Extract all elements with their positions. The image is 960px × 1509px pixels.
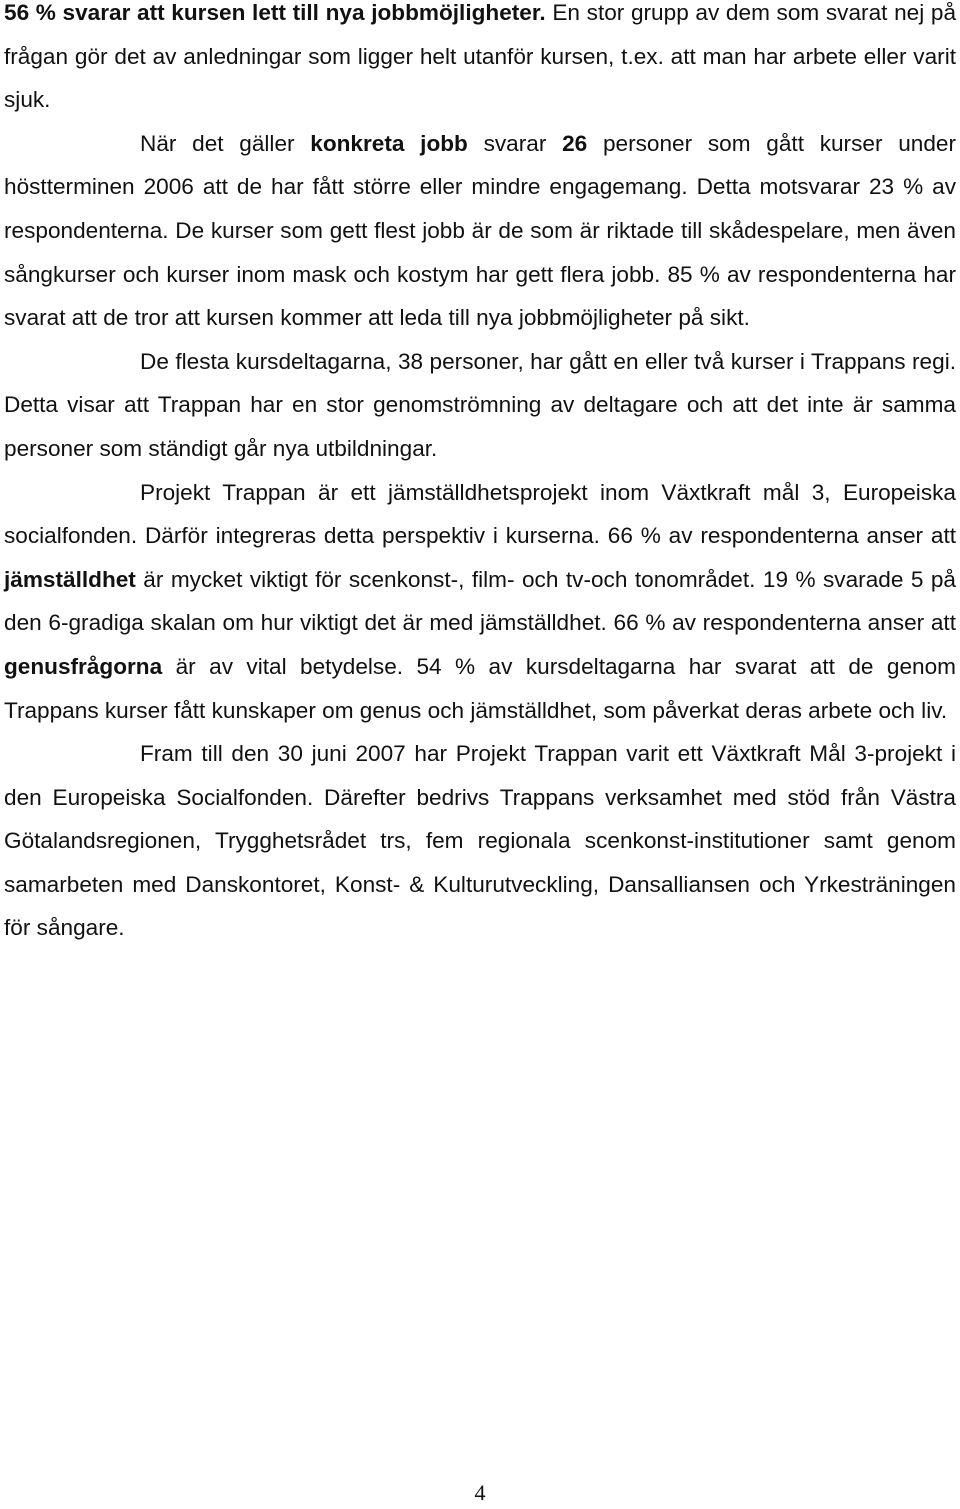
paragraph-text: personer som gått kurser under höstterminen 2006 att de har fått större eller mindre engagemang. Detta motsvarar 23 % av respondenterna. De kurser som gett flest jobb är de som är riktade till skådespelare, men även sångkurser och kurser inom mask och kostym har gett flera jobb. 85 % av respondenterna har svarat att de tror att kursen kommer att leda till nya jobbmöjligheter på sikt. — [4, 130, 956, 331]
paragraph-project-funding: Fram till den 30 juni 2007 har Projekt Trappan varit ett Växtkraft Mål 3-projekt i den Europeiska Socialfonden. Därefter bedrivs Trappans verksamhet med stöd från Västra Götalandsregionen, Trygghetsrådet trs, fem regionala scenkonst-institutioner samt genom samarbeten med Danskontoret, Konst- & Kulturutveckling, Dansalliansen och Yrkesträningen för sångare. — [4, 741, 956, 941]
paragraph-text: En stor grupp av dem som svarat nej på frågan gör det av anledningar som ligger helt utanför kursen, t.ex. att man har arbete eller varit sjuk. — [4, 0, 957, 113]
paragraph-text: Projekt Trappan är ett jämställdhetsprojekt inom Växtkraft mål 3, Europeiska socialfonden. Därför integreras detta perspektiv i kurserna. 66 % av respondenterna anser att — [4, 479, 956, 549]
bold-phrase: jämställdhet — [4, 566, 136, 592]
bold-phrase: konkreta jobb — [310, 130, 468, 156]
paragraph-text: När det gäller — [140, 130, 311, 156]
bold-number: 26 — [562, 130, 588, 156]
page-number: 4 — [474, 1480, 486, 1505]
body-text — [4, 0, 956, 950]
paragraph-concrete-jobs — [4, 122, 956, 340]
paragraph-gender-equality — [4, 471, 956, 733]
paragraph-job-opportunities — [4, 0, 956, 122]
paragraph-text: är mycket viktigt för scenkonst-, film- och tv-och tonområdet. 19 % svarade 5 på den 6-gradiga skalan om hur viktigt det är med jämställdhet. 66 % av respondenterna anser att — [4, 566, 956, 636]
paragraph-text: svarar — [467, 130, 563, 156]
bold-phrase: 56 % svarar att kursen lett till nya jobbmöjligheter. — [4, 0, 546, 25]
paragraph-course-participants: De flesta kursdeltagarna, 38 personer, har gått en eller två kurser i Trappans regi. Detta visar att Trappan har en stor genomströmning av deltagare och att det inte är samma personer som ständigt går nya utbildningar. — [4, 348, 956, 461]
bold-phrase: genusfrågorna — [4, 653, 163, 679]
paragraph-text: är av vital betydelse. 54 % av kursdeltagarna har svarat att de genom Trappans kurser fått kunskaper om genus och jämställdhet, som påverkat deras arbete och liv. — [4, 653, 956, 723]
